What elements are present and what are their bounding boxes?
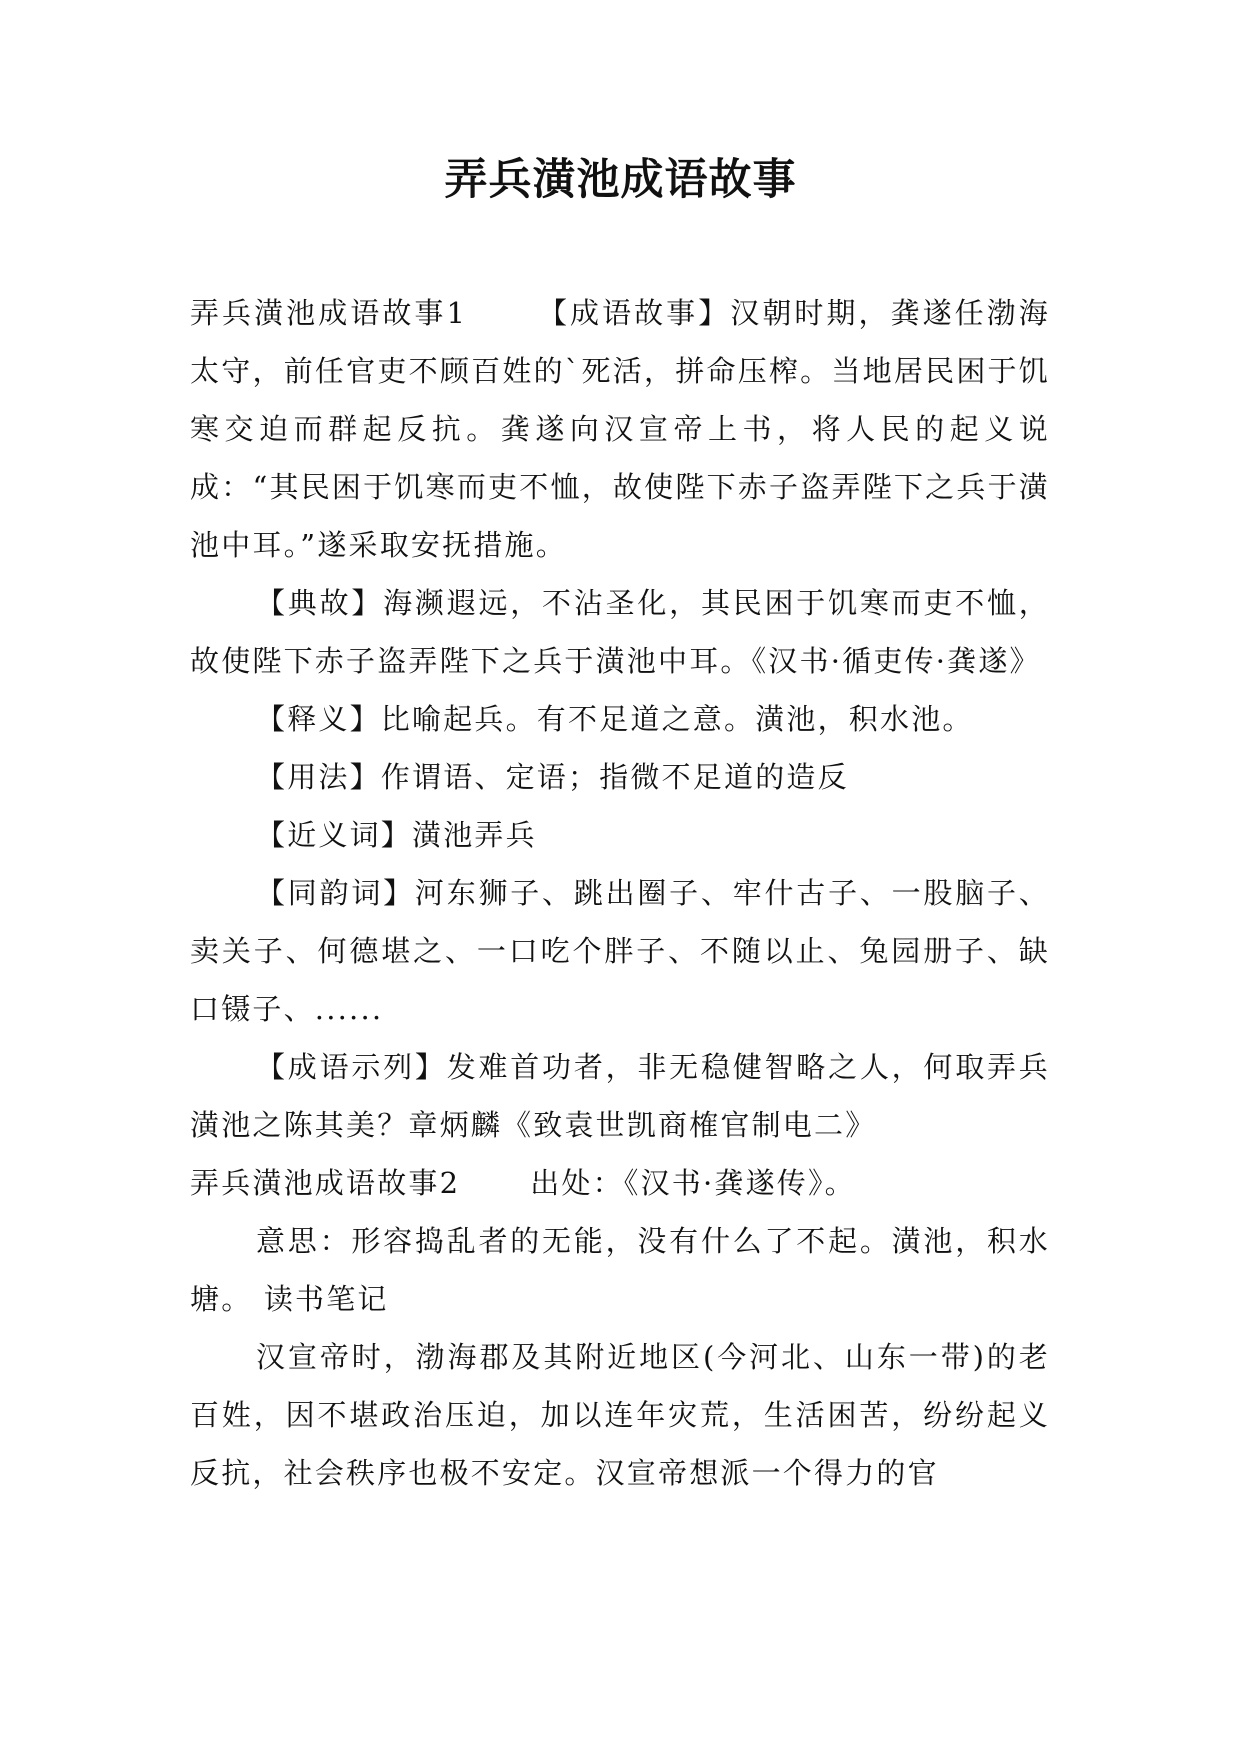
section-heading-1: 弄兵潢池成语故事1 — [190, 296, 468, 330]
paragraph-example: 【成语示列】发难首功者，非无稳健智略之人，何取弄兵潢池之陈其美？章炳麟《致袁世凯商榷官制电二》 — [190, 1050, 1050, 1142]
paragraph-text: 【成语故事】汉朝时期，龚遂任渤海太守，前任官吏不顾百姓的`死活，拼命压榨。当地居民困于饥寒交迫而群起反抗。龚遂向汉宣帝上书，将人民的起义说成：“其民困于饥寒而吏不恤，故使陛下赤子盗弄陛下之兵于潢池中耳。”遂采取安抚措施。 — [190, 296, 1050, 562]
paragraph-history: 汉宣帝时，渤海郡及其附近地区(今河北、山东一带)的老百姓，因不堪政治压迫，加以连年灾荒，生活困苦，纷纷起义反抗，社会秩序也极不安定。汉宣帝想派一个得力的官 — [190, 1340, 1050, 1490]
paragraph-definition: 意思：形容捣乱者的无能，没有什么了不起。潢池，积水塘。 读书笔记 — [190, 1224, 1050, 1316]
paragraph-story-1 — [190, 284, 1050, 574]
paragraph-story-2 — [190, 1154, 1050, 1212]
paragraph-meaning: 【释义】比喻起兵。有不足道之意。潢池，积水池。 — [256, 702, 974, 736]
paragraph-rhyme-words: 【同韵词】河东狮子、跳出圈子、牢什古子、一股脑子、卖关子、何德堪之、一口吃个胖子、不随以止、兔园册子、缺口镊子、...... — [190, 876, 1050, 1026]
paragraph-usage: 【用法】作谓语、定语；指微不足道的造反 — [256, 760, 849, 794]
document-body — [190, 284, 1050, 1502]
section-heading-2: 弄兵潢池成语故事2 — [190, 1166, 461, 1200]
paragraph-allusion: 【典故】海濒遐远，不沾圣化，其民困于饥寒而吏不恤，故使陛下赤子盗弄陛下之兵于潢池中耳。《汉书·循吏传·龚遂》 — [190, 586, 1050, 678]
paragraph-text: 出处：《汉书·龚遂传》。 — [530, 1166, 856, 1200]
document-title: 弄兵潢池成语故事 — [444, 155, 797, 205]
paragraph-synonym: 【近义词】潢池弄兵 — [256, 818, 537, 852]
